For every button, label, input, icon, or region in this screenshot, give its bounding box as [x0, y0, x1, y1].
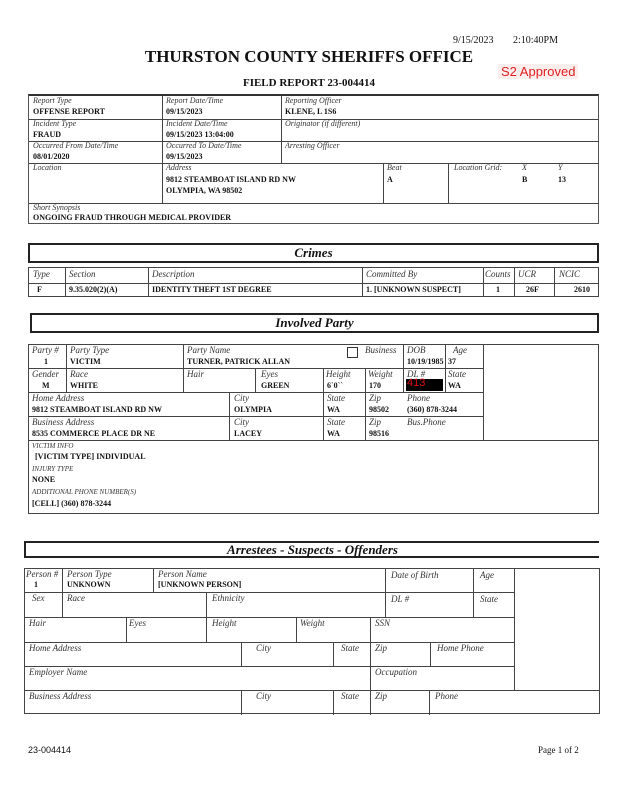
crimes-col-ucr: UCR	[518, 269, 536, 279]
crime-description: IDENTITY THEFT 1ST DEGREE	[152, 285, 272, 294]
business-label: Business	[365, 345, 397, 355]
person-name-value: [UNKNOWN PERSON]	[158, 580, 242, 589]
party-name-value: TURNER, PATRICK ALLAN	[187, 357, 291, 366]
grid-x-value: B	[522, 175, 528, 184]
bus-phone-label: Bus.Phone	[407, 417, 446, 427]
party-num-value: 1	[44, 357, 48, 366]
suspect-race-label: Race	[67, 593, 85, 603]
occurred-to-label: Occurred To Date/Time	[166, 141, 242, 150]
suspects-table	[24, 568, 600, 714]
report-title: FIELD REPORT 23-004414	[242, 77, 376, 89]
approval-badge: S2 Approved	[498, 64, 578, 79]
suspect-hair-label: Hair	[29, 618, 47, 628]
suspect-home-state-label: State	[341, 643, 359, 653]
weight-value: 170	[369, 381, 381, 390]
age-value: 37	[448, 357, 456, 366]
home-state-value: WA	[327, 405, 340, 414]
suspect-dob-label: Date of Birth	[391, 570, 439, 580]
business-checkbox[interactable]	[347, 347, 358, 358]
involved-party-title: Involved Party	[275, 315, 354, 330]
victim-info-value: [VICTIM TYPE] INDIVIDUAL	[35, 452, 146, 461]
suspect-height-label: Height	[212, 618, 237, 628]
dl-state-label: State	[448, 369, 466, 379]
home-city-label: City	[234, 393, 249, 403]
location-grid-label: Location Grid:	[454, 163, 503, 172]
race-value: WHITE	[70, 381, 99, 390]
suspect-bus-state-label: State	[341, 691, 359, 701]
crimes-col-counts: Counts	[485, 269, 511, 279]
employer-label: Employer Name	[29, 667, 88, 677]
synopsis-label: Short Synopsis	[33, 203, 81, 212]
grid-y-value: 13	[558, 175, 566, 184]
report-type-label: Report Type	[33, 96, 72, 105]
injury-type-value: NONE	[32, 475, 56, 484]
involved-party-table	[28, 344, 599, 514]
eyes-value: GREEN	[261, 381, 290, 390]
suspect-bus-zip-label: Zip	[375, 691, 388, 701]
print-date: 9/15/2023	[453, 35, 494, 46]
crimes-col-type: Type	[33, 269, 50, 279]
occurred-to-value: 09/15/2023	[166, 152, 203, 161]
incident-type-value: FRAUD	[33, 130, 61, 139]
crimes-col-committed-by: Committed By	[366, 269, 418, 279]
suspects-title: Arrestees - Suspects - Offenders	[227, 542, 398, 557]
party-type-label: Party Type	[70, 345, 110, 355]
suspect-home-address-label: Home Address	[29, 643, 82, 653]
grid-y-label: Y	[558, 163, 563, 172]
dob-label: DOB	[407, 345, 426, 355]
suspect-age-label: Age	[480, 570, 494, 580]
occupation-label: Occupation	[375, 667, 417, 677]
suspects-section-header	[24, 541, 599, 558]
grid-x-label: X	[522, 163, 527, 172]
age-label: Age	[453, 345, 467, 355]
report-datetime-label: Report Date/Time	[166, 96, 224, 105]
ethnicity-label: Ethnicity	[212, 593, 245, 603]
crime-section: 9.35.020(2)(A)	[69, 285, 118, 294]
suspect-weight-label: Weight	[300, 618, 325, 628]
bus-city-value: LACEY	[234, 429, 263, 438]
crimes-table	[28, 267, 599, 297]
suspect-eyes-label: Eyes	[129, 618, 146, 628]
dob-value: 10/19/1985	[407, 357, 444, 366]
crimes-title: Crimes	[294, 245, 333, 260]
originator-label: Originator (if different)	[285, 119, 361, 128]
sex-label: Sex	[32, 593, 45, 603]
suspect-state-label: State	[480, 594, 498, 604]
suspect-city-label: City	[256, 643, 271, 653]
phone-value: (360) 878-3244	[407, 405, 457, 414]
crime-ncic: 2610	[574, 285, 590, 294]
home-address-label: Home Address	[32, 393, 85, 403]
person-type-label: Person Type	[67, 569, 112, 579]
business-address-label: Business Address	[32, 417, 95, 427]
home-state-label: State	[327, 393, 345, 403]
party-name-label: Party Name	[187, 345, 231, 355]
injury-type-label: INJURY TYPE	[32, 465, 74, 473]
crime-type: F	[37, 285, 42, 294]
footer-page-number: Page 1 of 2	[538, 745, 579, 755]
report-type-value: OFFENSE REPORT	[33, 107, 105, 116]
agency-title: THURSTON COUNTY SHERIFFS OFFICE	[144, 47, 474, 66]
incident-datetime-value: 09/15/2023 13:04:00	[166, 130, 234, 139]
home-zip-value: 98502	[369, 405, 389, 414]
weight-label: Weight	[368, 369, 393, 379]
crime-committed-by: 1. [UNKNOWN SUSPECT]	[366, 285, 461, 294]
crimes-col-description: Description	[152, 269, 195, 279]
address-label: Address	[166, 163, 192, 172]
phone-label: Phone	[407, 393, 430, 403]
crime-counts: 1	[496, 285, 500, 294]
crimes-section-header	[28, 243, 599, 263]
address-line2: OLYMPIA, WA 98502	[166, 186, 243, 195]
gender-value: M	[42, 381, 50, 390]
height-value: 6`0``	[327, 381, 343, 390]
beat-label: Beat	[387, 163, 402, 172]
home-phone-label: Home Phone	[437, 643, 484, 653]
bus-zip-value: 98516	[369, 429, 389, 438]
dl-value: 413	[407, 377, 426, 389]
crime-ucr: 26F	[526, 285, 539, 294]
bus-state-value: WA	[327, 429, 340, 438]
victim-info-label: VICTIM INFO	[32, 442, 74, 450]
beat-value: A	[387, 175, 393, 184]
suspect-dl-label: DL #	[391, 594, 410, 604]
party-type-value: VICTIM	[70, 357, 101, 366]
reporting-officer-value: KLENE, L 1S6	[285, 107, 337, 116]
ssn-label: SSN	[375, 618, 391, 628]
suspect-phone-label: Phone	[435, 691, 458, 701]
dl-state-value: WA	[448, 381, 461, 390]
hair-label: Hair	[187, 369, 205, 379]
occurred-from-value: 08/01/2020	[33, 152, 70, 161]
reporting-officer-label: Reporting Officer	[285, 96, 342, 105]
dl-redacted-field	[406, 379, 443, 391]
location-label: Location	[33, 163, 62, 172]
business-address-value: 8535 COMMERCE PLACE DR NE	[32, 429, 156, 438]
dl-label: DL #	[407, 369, 426, 379]
synopsis-value: ONGOING FRAUD THROUGH MEDICAL PROVIDER	[33, 213, 232, 222]
person-name-label: Person Name	[158, 569, 207, 579]
home-city-value: OLYMPIA	[234, 405, 272, 414]
race-label: Race	[70, 369, 88, 379]
person-num-value: 1	[34, 580, 38, 589]
gender-label: Gender	[32, 369, 59, 379]
crimes-col-ncic: NCIC	[559, 269, 581, 279]
party-num-label: Party #	[32, 345, 59, 355]
suspect-zip-label: Zip	[375, 643, 388, 653]
report-datetime-value: 09/15/2023	[166, 107, 203, 116]
home-zip-label: Zip	[369, 393, 382, 403]
crimes-col-section: Section	[69, 269, 96, 279]
occurred-from-label: Occurred From Date/Time	[33, 141, 119, 150]
bus-zip-label: Zip	[369, 417, 382, 427]
bus-city-label: City	[234, 417, 249, 427]
person-type-value: UNKNOWN	[67, 580, 111, 589]
address-line1: 9812 STEAMBOAT ISLAND RD NW	[166, 175, 296, 184]
height-label: Height	[326, 369, 351, 379]
incident-datetime-label: Incident Date/Time	[166, 119, 228, 128]
bus-state-label: State	[327, 417, 345, 427]
suspect-business-address-label: Business Address	[29, 691, 92, 701]
incident-type-label: Incident Type	[33, 119, 77, 128]
additional-phone-value: [CELL] (360) 878-3244	[32, 499, 112, 508]
home-address-value: 9812 STEAMBOAT ISLAND RD NW	[32, 405, 162, 414]
footer-report-number: 23-004414	[28, 745, 72, 755]
eyes-label: Eyes	[261, 369, 278, 379]
person-num-label: Person #	[26, 569, 59, 579]
additional-phone-label: ADDITIONAL PHONE NUMBER(S)	[32, 488, 137, 496]
arresting-officer-label: Arresting Officer	[285, 141, 340, 150]
involved-party-section-header	[30, 313, 599, 333]
suspect-bus-city-label: City	[256, 691, 271, 701]
print-time: 2:10:40PM	[513, 35, 559, 46]
report-summary	[28, 94, 599, 224]
